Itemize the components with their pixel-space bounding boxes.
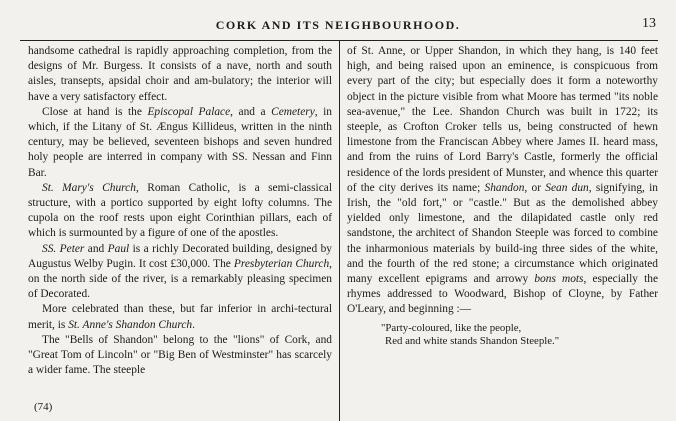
verse-line-2: Red and white stands Shandon Steeple." (385, 334, 560, 347)
paragraph-bells-of-shandon: The "Bells of Shandon" belong to the "lions" of Cork, and "Great Tom of Lincoln" or "Big Ben of Westminster" has scarcely a wider fame. The steeple (28, 333, 332, 377)
verse-line-1: "Party-coloured, like the people, (381, 321, 522, 334)
running-title: CORK AND ITS NEIGHBOURHOOD. (215, 18, 461, 32)
paragraph-peter-paul: SS. Peter and Paul is a richly Decorated building, designed by Augustus Welby Pugin. It cost £30,000. The Presbyterian Church, on the north side of the river, is a remarkably pleasing specimen of Decorated. (28, 242, 333, 301)
paragraph-st-marys: St. Mary's Church, Roman Catholic, is a semi-classical structure, with a portico supported by eight lofty columns. The cupola on the roof rests upon eight Corinthian pillars, each of which is surmounted by a figure of one of the apostles. (28, 181, 332, 240)
column-divider (339, 41, 340, 421)
verse-quote (381, 322, 658, 348)
signature-mark: (74) (34, 401, 53, 413)
page-number: 13 (642, 16, 656, 31)
paragraph-upper-shandon: of St. Anne, or Upper Shandon, in which they hang, is 140 feet high, and being raised upon an eminence, is conspicuous from every part of the city; but especially does it form a noteworthy object in the picture visible from what Moore has termed "its noble sea-avenue," the Lee. Shandon Church was built in 1722; its steeple, as Crofton Croker tells us, being constructed of hewn limestone from the Franciscan Abbey where James II. heard mass, and from the ruins of Lord Barry's Castle, formerly the official residence of the lords president of Munster, and whence this quarter of the city derives its name; Shandon, or Sean dun, signifying, in Irish, the "old fort," or "castle." But as the demolished abbey yielded only limestone, and the dilapidated castle only red sandstone, the architect of Shandon Steeple was forced to combine the inharmonious materials by build-ing three sides of the white, and the fourth of the red stone; a circumstance which originated many excellent epigrams and arrowy bons mots, especially the rhymes addressed to Woodward, Bishop of Cloyne, by Father O'Leary, and beginning :— (347, 45, 658, 316)
left-column (28, 44, 332, 378)
paragraph-st-annes: More celebrated than these, but far inferior in archi-tectural merit, is St. Anne's Shandon Church. (28, 303, 332, 331)
right-column (347, 44, 658, 348)
page-header (0, 0, 676, 40)
paragraph-cathedral: handsome cathedral is rapidly approaching completion, from the designs of Mr. Burgess. It consists of a nave, north and south aisles, transepts, apsidal choir and am-bulatory; the interior will have a very satisfactory effect. (28, 45, 332, 103)
paragraph-episcopal-palace: Close at hand is the Episcopal Palace, and a Cemetery, in which, if the Litany of St. Ængus Killideus, written in the ninth century, may be believed, seventeen bishops and seven hundred holy people are interred in company with SS. Nessan and Finn Bar. (28, 105, 332, 179)
